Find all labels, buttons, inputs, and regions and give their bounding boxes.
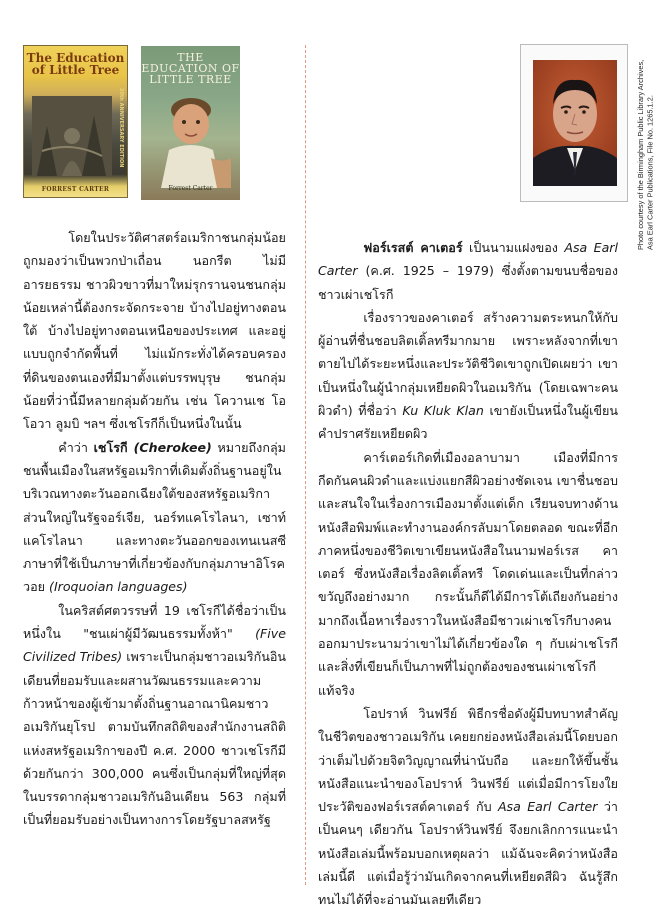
text-span: คำว่า [58,439,94,455]
cover-2-author: Forrest Carter [168,185,213,192]
author-pen-name: ฟอร์เรสต์ คาเตอร์ [363,240,463,255]
cover-2-title: THE EDUCATION OF LITTLE TREE [141,51,240,86]
text-span: (ค.ศ. 1925 – 1979) ซึ่งตั้งตามขนบชื่อของชาวเผ่าเชโรกี [318,263,618,302]
text-span: ในคริสต์ศตวรรษที่ 19 เชโรกีได้ชื่อว่าเป็นหนึ่งใน "ชนเผ่าผู้มีวัฒนธรรมทั้งห้า" [23,602,286,642]
right-paragraph-2 [318,306,618,446]
cover-1-illustration [32,96,112,176]
author-real-name: Asa Earl Carter [318,240,618,279]
left-paragraph-3 [23,599,286,832]
right-paragraph-4 [318,702,618,912]
term-cherokee-english: (Cherokee) [127,439,212,455]
left-paragraph-1: โดยในประวัติศาสตร์อเมริกาชนกลุ่มน้อยถูกมองว่าเป็นพวกป่าเถื่อน นอกรีต ไม่มีอารยธรรม ชาวผิวขาวที่มาใหม่รุกรานจนชนกลุ่มน้อยเหล่านี้ต้องกระจัดกระจาย บ้างไปอยู่ทางตอนใต้ บ้างไปอยู่ทางตอนเหนือของประเทศ และอยู่แบบถูกจำกัดพื้นที่ ไม่แม้กระทั่งได้ครอบครองที่ดินของตนเองที่มีมาตั้งแต่บรรพบุรุษ ชนกลุ่มน้อยที่ว่านี้มีหลายกลุ่มด้วยกัน เช่น โควานเช โอโอวา ลูมบิ ฯลฯ ซึ่งเชโรกีก็เป็นหนึ่งในนั้น [23,230,286,432]
text-span: เขายังเป็นหนึ่งในผู้เขียนคำปราศรัยเหยียดผิว [318,403,618,442]
photo-credit-line-1: Photo courtesy of the Birmingham Public Library Archives, [636,59,645,250]
term-cherokee: เชโรกี [93,439,128,455]
right-paragraph-1 [318,236,618,306]
column-divider [305,45,306,885]
term-five-tribes: (Five Civilized Tribes) [23,626,286,665]
term-kkk: Ku Kluk Klan [402,403,484,419]
text-span: เพราะเป็นกลุ่มชาวอเมริกันอินเดียนที่ยอมรับและผสานวัฒนธรรมและความก้าวหน้าของผู้เข้ามาตั้งถิ่นฐานอาณานิคมชาวอเมริกันยุโรป ตามบันทึกสถิติของสำนักงานสถิติแห่งสหรัฐอเมริกาของปี ค.ศ. 2000 ชาวเชโรกีมีด้วยกันกว่า 300,000 คนซึ่งเป็นกลุ่มที่ใหญ่ที่สุดในบรรดากลุ่มชาวอเมริกันอินเดียน 563 กลุ่มที่เป็นที่ยอมรับอย่างเป็นทางการโดยรัฐบาลสหรัฐ [23,649,287,828]
portrait-photo [533,60,617,186]
left-column [23,226,286,832]
text-span: โอปราห์ วินฟรีย์ พิธีกรชื่อดังผู้มีบทบาทสำคัญในชีวิตของชาวอเมริกัน เคยยกย่องหนังสือเล่มนี้โดยบอกว่าเต็มไปด้วยจิตวิญญาณที่น่านับถือ และยกให้ขึ้นชั้นหนังสือแนะนำของโอปราห์ วินฟรีย์ แต่เมื่อมีการโยงใยประวัติของฟอร์เรสต์คาเตอร์ กับ [318,705,618,815]
right-paragraph-3: คาร์เตอร์เกิดที่เมืองอลาบามา เมืองที่มีการกีดกันคนผิวดำและแบ่งแยกสีผิวอย่างชัดเจน เขาชื่นชอบและสนใจในเรื่องการเมืองมาตั้งแต่เด็ก เรียนจบทางด้านหนังสือพิมพ์และทำงานองค์กรลับมาโดยตลอด ขณะที่อีกภาคหนึ่งของชีวิตเขาเขียนหนังสือในนามฟอร์เรส คาเตอร์ ซึ่งหนังสือเรื่องลิตเติ้ลทรี โดดเด่นและเป็นที่กล่าวขวัญถึงอย่างมาก กระนั้นก็ดีได้มีการโต้เถียงกันอย่างมากถึงเนื้อหาเรื่องราวในหนังสือมีชาวเผ่าเชโรกีบางคนออกมาประนามว่าเขาไม่ได้เกี่ยวข้องใด ๆ กับเผ่าเชโรกี และสิ่งที่เขียนก็เป็นภาพที่ไม่ถูกต้องของชนเผ่าเชโรกีแท้จริง [318,449,618,698]
author-real-name: Asa Earl Carter [497,799,598,815]
photo-credit [636,30,666,250]
book-cover-2 [141,46,240,200]
cover-1-title: The Education of Little Tree [26,51,125,77]
cover-1-side-text: 20th ANNIVERSARY EDITION [118,88,124,168]
text-span: หมายถึงกลุ่มชนพื้นเมืองในสหรัฐอเมริกาที่เดิมตั้งถิ่นฐานอยู่ในบริเวณทางตะวันออกเฉียงใต้ของสหรัฐอเมริกาส่วนใหญ่ในรัฐจอร์เจีย, นอร์ทแคโรไลนา, เซาท์แคโรไลนา และทางตะวันออกของเทนเนสซี ภาษาที่ใช้เป็นภาษาที่เกี่ยวข้องกับกลุ่มภาษาอิโรควอย [23,439,286,595]
right-column [318,236,618,912]
term-iroquoian: (Iroquoian languages) [49,579,188,595]
text-span: เป็นนามแฝงของ [462,240,565,255]
author-portrait [520,44,628,202]
text-span: ว่าเป็นคนๆ เดียวกัน โอปราห์วินฟรีย์ จึงยกเลิกการแนะนำหนังสือเล่มนี้พร้อมบอกเหตุผลว่า แม้ฉันจะคิดว่าหนังสือเล่มนี้ดี แต่เมื่อรู้ว่ามันเกิดจากคนที่เหยียดสีผิว ฉันรู้สึกทนไม่ได้ที่จะอ่านมันเลยทีเดียว [318,799,618,908]
cover-2-illustration [151,88,231,188]
book-cover-1 [23,45,128,198]
left-paragraph-2 [23,436,286,599]
cover-1-author: FORREST CARTER [41,186,110,193]
text-span: เรื่องราวของคาเตอร์ สร้างความตระหนกให้กับผู้อ่านที่ชื่นชอบลิตเติ้ลทรีมากมาย เพราะหลังจากที่เขาตายไปได้ระยะหนึ่งและประวัติชีวิตเขาถูกเปิดเผยว่า เขาเป็นหนึ่งในผู้นำกลุ่มเหยียดผิวในอเมริกัน (โดยเฉพาะคนผิวดำ) ที่ชื่อว่า [318,309,618,419]
photo-credit-line-2: Asa Earl Carter Publications, File No. 1265.1.2. [645,95,655,250]
